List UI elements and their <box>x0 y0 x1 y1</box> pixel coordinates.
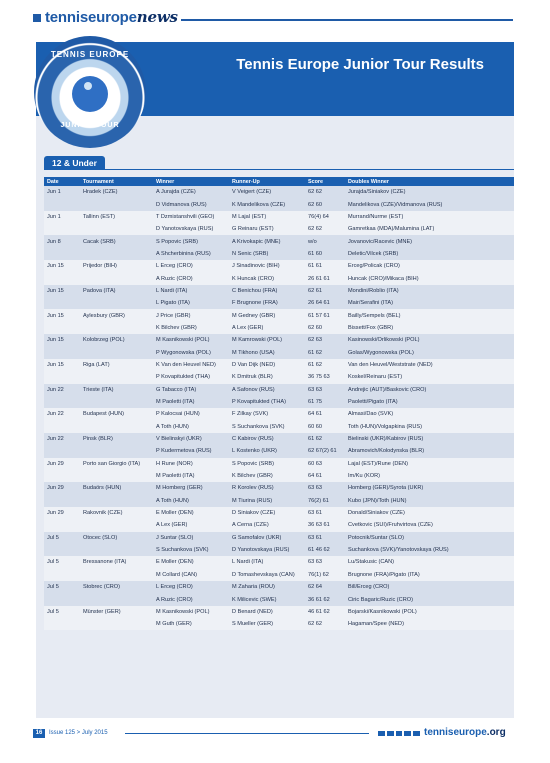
cell-winner: J Price (GBR) <box>153 309 229 321</box>
cell-doubles-winner: Lu/Stakusic (CAN) <box>345 556 514 568</box>
cell-doubles-winner: Bojarski/Kasnikowski (POL) <box>345 606 514 618</box>
cell-score: 46 61 62 <box>305 606 345 618</box>
cell-runner-up: D Siniakov (CZE) <box>229 507 305 519</box>
cell-doubles-winner: Murrand/Nurme (EST) <box>345 211 514 223</box>
cell-date: Jun 8 <box>44 235 80 247</box>
table-row <box>44 445 514 457</box>
cell-doubles-winner: Mair/Serafini (ITA) <box>345 297 514 309</box>
cell-runner-up: L Nardi (ITA) <box>229 556 305 568</box>
cell-runner-up: D Benard (NED) <box>229 606 305 618</box>
logo-top-text: TENNIS EUROPE <box>50 50 130 59</box>
cell-score: 36 61 62 <box>305 593 345 605</box>
cell-tournament: Otocec (SLO) <box>80 532 153 544</box>
cell-winner: A Lex (GER) <box>153 519 229 531</box>
cell-score: 62 60 <box>305 198 345 210</box>
cell-score: 61 62 <box>305 346 345 358</box>
brand-main-text: tenniseurope <box>45 9 137 26</box>
cell-score: 63 63 <box>305 384 345 396</box>
cell-winner: A Ruzic (CRO) <box>153 593 229 605</box>
cell-score: 36 63 61 <box>305 519 345 531</box>
cell-tournament: Porto san Giorgio (ITA) <box>80 458 153 470</box>
cell-runner-up: V Veigert (CZE) <box>229 186 305 198</box>
cell-runner-up: D Tomashevskaya (CAN) <box>229 569 305 581</box>
cell-runner-up: G Reinaru (EST) <box>229 223 305 235</box>
footer-site-link[interactable] <box>424 727 506 738</box>
table-row <box>44 408 514 420</box>
cell-date: Jun 15 <box>44 359 80 371</box>
cell-doubles-winner: Donald/Siniakov (CZE) <box>345 507 514 519</box>
cell-score: 63 61 <box>305 532 345 544</box>
cell-doubles-winner: Bailly/Sempels (BEL) <box>345 309 514 321</box>
cell-tournament: Hradek (CZE) <box>80 186 153 198</box>
cell-winner: M Kasnikowski (POL) <box>153 334 229 346</box>
cell-tournament <box>80 396 153 408</box>
cell-runner-up: R Korolev (RUS) <box>229 482 305 494</box>
cell-tournament: Aylesbury (GBR) <box>80 309 153 321</box>
table-row <box>44 532 514 544</box>
page-title: Tennis Europe Junior Tour Results <box>236 56 484 73</box>
cell-runner-up: S Mueller (GER) <box>229 618 305 630</box>
cell-doubles-winner: Lajal (EST)/Rune (DEN) <box>345 458 514 470</box>
cell-date <box>44 198 80 210</box>
cell-winner: S Suchankova (SVK) <box>153 544 229 556</box>
cell-runner-up: M Kamrowski (POL) <box>229 334 305 346</box>
cell-date <box>44 519 80 531</box>
cell-tournament: Rakovnik (CZE) <box>80 507 153 519</box>
cell-runner-up: A Safonov (RUS) <box>229 384 305 396</box>
table-row <box>44 581 514 593</box>
cell-doubles-winner: Homberg (GER)/Syrota (UKR) <box>345 482 514 494</box>
cell-score: 26 61 61 <box>305 272 345 284</box>
cell-doubles-winner: Suchankova (SVK)/Yanotovskaya (RUS) <box>345 544 514 556</box>
cell-score: 62 62 <box>305 186 345 198</box>
cell-score: 62 60 <box>305 322 345 334</box>
cell-doubles-winner: Deletic/Vilcek (SRB) <box>345 248 514 260</box>
cell-score: 26 64 61 <box>305 297 345 309</box>
cell-doubles-winner: Golas/Wygonowska (POL) <box>345 346 514 358</box>
table-row <box>44 309 514 321</box>
cell-score: 61 46 62 <box>305 544 345 556</box>
cell-winner: L Nardi (ITA) <box>153 285 229 297</box>
cell-doubles-winner: Jurajda/Siniakov (CZE) <box>345 186 514 198</box>
cell-runner-up: K Bilchev (GBR) <box>229 470 305 482</box>
issue-info: Issue 125 > July 2015 <box>49 730 108 736</box>
cell-winner: M Paoletti (ITA) <box>153 396 229 408</box>
cell-winner: P Kalocsai (HUN) <box>153 408 229 420</box>
cell-winner: S Popovic (SRB) <box>153 235 229 247</box>
footer-bar <box>33 729 369 738</box>
table-row <box>44 482 514 494</box>
table-row <box>44 272 514 284</box>
cell-runner-up: A Lex (GER) <box>229 322 305 334</box>
cell-runner-up: M Tiurina (RUS) <box>229 495 305 507</box>
cell-winner: M Kasnikowski (POL) <box>153 606 229 618</box>
cell-tournament: Riga (LAT) <box>80 359 153 371</box>
table-row <box>44 618 514 630</box>
cell-date: Jun 29 <box>44 458 80 470</box>
cell-date <box>44 272 80 284</box>
cell-date <box>44 223 80 235</box>
table-row <box>44 371 514 383</box>
cell-date <box>44 248 80 260</box>
cell-date <box>44 346 80 358</box>
cell-winner: P Wygonowska (POL) <box>153 346 229 358</box>
cell-date: Jul 5 <box>44 532 80 544</box>
cell-date <box>44 495 80 507</box>
cell-runner-up: N Senic (SRB) <box>229 248 305 260</box>
page-number: 16 <box>33 729 45 738</box>
table-row <box>44 396 514 408</box>
cell-winner: T Dzmistanshvili (GEO) <box>153 211 229 223</box>
cell-score: 63 61 <box>305 507 345 519</box>
footer-stripe-marks <box>378 731 420 736</box>
cell-tournament <box>80 569 153 581</box>
cell-date <box>44 544 80 556</box>
table-row <box>44 593 514 605</box>
cell-runner-up: A Cerna (CZE) <box>229 519 305 531</box>
table-row <box>44 359 514 371</box>
masthead-square-mark <box>33 14 41 22</box>
cell-tournament <box>80 198 153 210</box>
cell-runner-up: M Zaharia (ROU) <box>229 581 305 593</box>
cell-date <box>44 322 80 334</box>
cell-winner: D Yanotovskaya (RUS) <box>153 223 229 235</box>
cell-score: 60 60 <box>305 421 345 433</box>
cell-tournament: Münster (GER) <box>80 606 153 618</box>
table-row <box>44 322 514 334</box>
cell-doubles-winner: Koskel/Reinaru (EST) <box>345 371 514 383</box>
section-tab-12-under: 12 & Under <box>44 156 105 170</box>
cell-winner: P Kudermetova (RUS) <box>153 445 229 457</box>
cell-winner: M Collard (CAN) <box>153 569 229 581</box>
table-row <box>44 334 514 346</box>
cell-score: 76(4) 64 <box>305 211 345 223</box>
cell-score: 61 75 <box>305 396 345 408</box>
cell-date: Jun 29 <box>44 482 80 494</box>
cell-runner-up: F Brugnone (FRA) <box>229 297 305 309</box>
cell-runner-up: L Kostenko (UKR) <box>229 445 305 457</box>
cell-tournament: Prijedor (BIH) <box>80 260 153 272</box>
table-header-row <box>44 177 514 186</box>
cell-date <box>44 593 80 605</box>
cell-date <box>44 445 80 457</box>
cell-score: 62 63 <box>305 334 345 346</box>
table-row <box>44 495 514 507</box>
table-row <box>44 519 514 531</box>
brand-news-text: news <box>136 8 178 26</box>
column-header-date: Date <box>44 177 80 186</box>
table-row <box>44 235 514 247</box>
cell-doubles-winner: Mandelikova (CZE)/Vidmanova (RUS) <box>345 198 514 210</box>
cell-date: Jun 29 <box>44 507 80 519</box>
cell-date <box>44 396 80 408</box>
cell-date: Jun 15 <box>44 260 80 272</box>
cell-doubles-winner: Hagaman/Spee (NED) <box>345 618 514 630</box>
cell-date: Jul 5 <box>44 556 80 568</box>
results-table <box>44 177 514 630</box>
cell-winner: L Pigato (ITA) <box>153 297 229 309</box>
cell-runner-up: S Popovic (SRB) <box>229 458 305 470</box>
table-row <box>44 346 514 358</box>
cell-runner-up: K Dmitruk (BLR) <box>229 371 305 383</box>
column-header-winner: Winner <box>153 177 229 186</box>
cell-tournament <box>80 495 153 507</box>
footer-rule <box>125 733 369 734</box>
cell-date: Jun 15 <box>44 285 80 297</box>
logo-bottom-text: JUNIOR TOUR <box>60 122 120 129</box>
section-rule <box>44 169 514 170</box>
masthead-brand <box>45 8 178 26</box>
cell-doubles-winner: Almasi/Dao (SVK) <box>345 408 514 420</box>
table-row <box>44 384 514 396</box>
table-row <box>44 433 514 445</box>
cell-score: 62 62 <box>305 618 345 630</box>
cell-tournament <box>80 272 153 284</box>
table-row <box>44 606 514 618</box>
cell-score: w/o <box>305 235 345 247</box>
cell-winner: M Paoletti (ITA) <box>153 470 229 482</box>
table-row <box>44 223 514 235</box>
cell-winner: H Rune (NOR) <box>153 458 229 470</box>
table-row <box>44 211 514 223</box>
cell-date: Jun 15 <box>44 309 80 321</box>
cell-winner: L Erceg (CRO) <box>153 581 229 593</box>
table-row <box>44 186 514 198</box>
cell-score: 63 63 <box>305 556 345 568</box>
table-row <box>44 198 514 210</box>
cell-tournament <box>80 618 153 630</box>
cell-tournament: Bressanone (ITA) <box>80 556 153 568</box>
cell-runner-up: P Kovapitukted (THA) <box>229 396 305 408</box>
tennis-ball-icon <box>72 76 108 112</box>
column-header-tournament: Tournament <box>80 177 153 186</box>
cell-runner-up: M Gedney (GBR) <box>229 309 305 321</box>
cell-score: 62 62 <box>305 223 345 235</box>
cell-tournament: Kolobrzeg (POL) <box>80 334 153 346</box>
cell-date: Jun 22 <box>44 384 80 396</box>
cell-tournament <box>80 346 153 358</box>
cell-score: 64 61 <box>305 408 345 420</box>
cell-winner: A Shcherbinina (RUS) <box>153 248 229 260</box>
cell-runner-up: M Tikhono (USA) <box>229 346 305 358</box>
cell-tournament <box>80 470 153 482</box>
cell-doubles-winner: Erceg/Policak (CRO) <box>345 260 514 272</box>
cell-winner: A Jurajda (CZE) <box>153 186 229 198</box>
cell-winner: P Kovapitukted (THA) <box>153 371 229 383</box>
cell-winner: J Suntar (SLO) <box>153 532 229 544</box>
cell-winner: E Moller (DEN) <box>153 507 229 519</box>
cell-date: Jul 5 <box>44 581 80 593</box>
table-row <box>44 458 514 470</box>
cell-score: 64 61 <box>305 470 345 482</box>
cell-score: 61 62 <box>305 359 345 371</box>
cell-winner: A Ruzic (CRO) <box>153 272 229 284</box>
cell-doubles-winner: Ciric Bagaric/Ruzic (CRO) <box>345 593 514 605</box>
cell-runner-up: M Lajal (EST) <box>229 211 305 223</box>
cell-runner-up: K Mandelikova (CZE) <box>229 198 305 210</box>
cell-winner: V Bielinskyi (UKR) <box>153 433 229 445</box>
cell-date: Jul 5 <box>44 606 80 618</box>
cell-tournament: Pinsk (BLR) <box>80 433 153 445</box>
cell-doubles-winner: Kubo (JPN)/Toth (HUN) <box>345 495 514 507</box>
cell-doubles-winner: Andrejic (AUT)/Baskovic (CRO) <box>345 384 514 396</box>
cell-doubles-winner: Jovanovic/Racevic (MNE) <box>345 235 514 247</box>
cell-tournament <box>80 519 153 531</box>
column-header-score: Score <box>305 177 345 186</box>
cell-score: 36 75 63 <box>305 371 345 383</box>
cell-doubles-winner: Mondini/Roblio (ITA) <box>345 285 514 297</box>
cell-score: 61 62 <box>305 433 345 445</box>
cell-doubles-winner: Huncak (CRO)/Mikaca (BIH) <box>345 272 514 284</box>
cell-tournament: Stobrec (CRO) <box>80 581 153 593</box>
cell-score: 60 63 <box>305 458 345 470</box>
cell-score: 62 67(2) 61 <box>305 445 345 457</box>
cell-date <box>44 470 80 482</box>
cell-winner: A Toth (HUN) <box>153 495 229 507</box>
cell-runner-up: D Yanotovskaya (RUS) <box>229 544 305 556</box>
cell-winner: L Erceg (CRO) <box>153 260 229 272</box>
cell-doubles-winner: Gamretkaa (MDA)/Malumina (LAT) <box>345 223 514 235</box>
cell-doubles-winner: Kasinowski/Orlikowski (POL) <box>345 334 514 346</box>
cell-tournament <box>80 322 153 334</box>
table-row <box>44 297 514 309</box>
cell-runner-up: K Huncak (CRO) <box>229 272 305 284</box>
table-row <box>44 507 514 519</box>
table-row <box>44 260 514 272</box>
cell-tournament: Budaörs (HUN) <box>80 482 153 494</box>
cell-date <box>44 297 80 309</box>
cell-date: Jun 22 <box>44 408 80 420</box>
cell-tournament: Tallinn (EST) <box>80 211 153 223</box>
cell-score: 61 57 61 <box>305 309 345 321</box>
cell-score: 61 60 <box>305 248 345 260</box>
cell-doubles-winner: Van den Heuvel/Weststrate (NED) <box>345 359 514 371</box>
cell-score: 62 64 <box>305 581 345 593</box>
cell-doubles-winner: Potocnik/Suntar (SLO) <box>345 532 514 544</box>
cell-tournament <box>80 544 153 556</box>
cell-doubles-winner: Toth (HUN)/Volgapkina (RUS) <box>345 421 514 433</box>
cell-doubles-winner: Abramovich/Kolodynska (BLR) <box>345 445 514 457</box>
cell-runner-up: K Milicevic (SWE) <box>229 593 305 605</box>
cell-doubles-winner: Bissett/Fox (GBR) <box>345 322 514 334</box>
cell-winner: M Homberg (GER) <box>153 482 229 494</box>
cell-runner-up: J Sinadinovic (BIH) <box>229 260 305 272</box>
cell-tournament <box>80 421 153 433</box>
masthead-rule <box>181 19 513 21</box>
site-main-text: tenniseurope <box>424 727 487 738</box>
cell-tournament: Trieste (ITA) <box>80 384 153 396</box>
cell-date <box>44 618 80 630</box>
masthead <box>33 6 513 30</box>
cell-date: Jun 1 <box>44 211 80 223</box>
cell-runner-up: F Zilkay (SVK) <box>229 408 305 420</box>
cell-tournament: Padova (ITA) <box>80 285 153 297</box>
table-row <box>44 556 514 568</box>
cell-runner-up: A Krivokapic (MNE) <box>229 235 305 247</box>
table-row <box>44 569 514 581</box>
junior-tour-logo <box>34 36 146 148</box>
table-row <box>44 470 514 482</box>
cell-date: Jun 22 <box>44 433 80 445</box>
column-header-runner-up: Runner-Up <box>229 177 305 186</box>
results-table-body <box>44 186 514 630</box>
cell-winner: E Moller (DEN) <box>153 556 229 568</box>
cell-tournament <box>80 297 153 309</box>
cell-tournament <box>80 223 153 235</box>
cell-runner-up: C Kabirov (RUS) <box>229 433 305 445</box>
cell-date: Jun 1 <box>44 186 80 198</box>
cell-winner: M Guth (GER) <box>153 618 229 630</box>
table-row <box>44 285 514 297</box>
cell-tournament <box>80 593 153 605</box>
column-header-doubles-winner: Doubles Winner <box>345 177 514 186</box>
table-row <box>44 248 514 260</box>
cell-tournament <box>80 371 153 383</box>
cell-tournament: Budapest (HUN) <box>80 408 153 420</box>
table-row <box>44 544 514 556</box>
cell-date <box>44 371 80 383</box>
cell-date <box>44 569 80 581</box>
cell-doubles-winner: Im/Ku (KOR) <box>345 470 514 482</box>
cell-tournament <box>80 248 153 260</box>
cell-tournament <box>80 445 153 457</box>
site-tld-text: .org <box>486 727 506 738</box>
cell-runner-up: G Samofalov (UKR) <box>229 532 305 544</box>
cell-score: 76(1) 62 <box>305 569 345 581</box>
cell-winner: K Bilchev (GBR) <box>153 322 229 334</box>
cell-date: Jun 15 <box>44 334 80 346</box>
table-row <box>44 421 514 433</box>
cell-runner-up: S Suchankova (SVK) <box>229 421 305 433</box>
cell-doubles-winner: Brugnone (FRA)/Pigato (ITA) <box>345 569 514 581</box>
cell-score: 63 63 <box>305 482 345 494</box>
cell-tournament: Cacak (SRB) <box>80 235 153 247</box>
cell-winner: D Vidmanova (RUS) <box>153 198 229 210</box>
cell-runner-up: C Benichou (FRA) <box>229 285 305 297</box>
cell-doubles-winner: Bill/Erceg (CRO) <box>345 581 514 593</box>
cell-winner: A Toth (HUN) <box>153 421 229 433</box>
cell-score: 61 61 <box>305 260 345 272</box>
cell-doubles-winner: Cvetkovic (SUI)/Fruhvirtova (CZE) <box>345 519 514 531</box>
cell-runner-up: D Van Dijk (NED) <box>229 359 305 371</box>
cell-winner: K Van den Heuvel NED) <box>153 359 229 371</box>
cell-date <box>44 421 80 433</box>
cell-doubles-winner: Paoletti/Pigato (ITA) <box>345 396 514 408</box>
cell-winner: G Tabacco (ITA) <box>153 384 229 396</box>
cell-score: 76(2) 61 <box>305 495 345 507</box>
cell-doubles-winner: Bielinski (UKR)/Kabirov (RUS) <box>345 433 514 445</box>
cell-score: 62 61 <box>305 285 345 297</box>
